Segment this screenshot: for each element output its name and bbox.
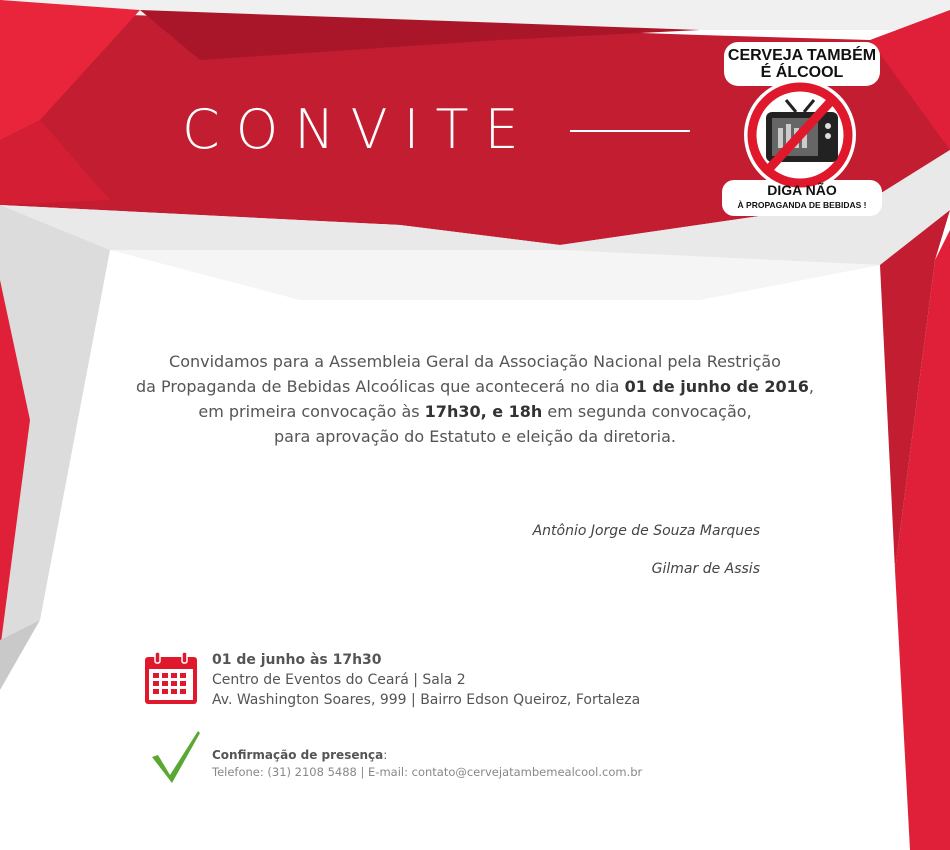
event-venue: Centro de Eventos do Ceará | Sala 2 [212, 672, 466, 688]
event-details [212, 650, 640, 710]
badge-bottom-line2: À PROPAGANDA DE BEBIDAS ! [737, 200, 867, 210]
badge-bottom-line1: DIGA NÃO [767, 182, 837, 198]
page-title: CONVITE [182, 98, 535, 161]
signature-first: Antônio Jorge de Souza Marques [532, 523, 760, 539]
campaign-badge [722, 40, 882, 220]
checkmark-icon [152, 731, 200, 783]
signature-second: Gilmar de Assis [651, 561, 760, 577]
badge-top-line2: É ÁLCOOL [760, 64, 844, 81]
rsvp-contact: Telefone: (31) 2108 5488 | E-mail: contato@cervejatambemealcool.com.br [212, 765, 643, 779]
body-line-4: para aprovação do Estatuto e eleição da diretoria. [274, 427, 676, 446]
event-address: Av. Washington Soares, 999 | Bairro Edson Queiroz, Fortaleza [212, 692, 641, 708]
rsvp-heading: Confirmação de presença: [212, 748, 388, 762]
calendar-icon [144, 651, 198, 705]
body-line-3: em primeira convocação às 17h30, e 18h em segunda convocação, [198, 402, 752, 421]
event-date: 01 de junho às 17h30 [212, 652, 382, 668]
invitation-body [100, 349, 850, 449]
rsvp-section [212, 747, 642, 781]
body-line-2: da Propaganda de Bebidas Alcoólicas que acontecerá no dia 01 de junho de 2016, [135, 377, 815, 396]
event-time-highlight: 17h30, e 18h [424, 402, 543, 421]
badge-top-line1: CERVEJA TAMBÉM [727, 47, 877, 64]
badge-top-text [722, 40, 882, 81]
event-date-highlight: 01 de junho de 2016 [624, 377, 809, 396]
body-line-1: Convidamos para a Assembleia Geral da Associação Nacional pela Restrição [169, 352, 781, 371]
title-divider [570, 130, 690, 132]
rsvp-label: Confirmação de presença [212, 748, 384, 762]
